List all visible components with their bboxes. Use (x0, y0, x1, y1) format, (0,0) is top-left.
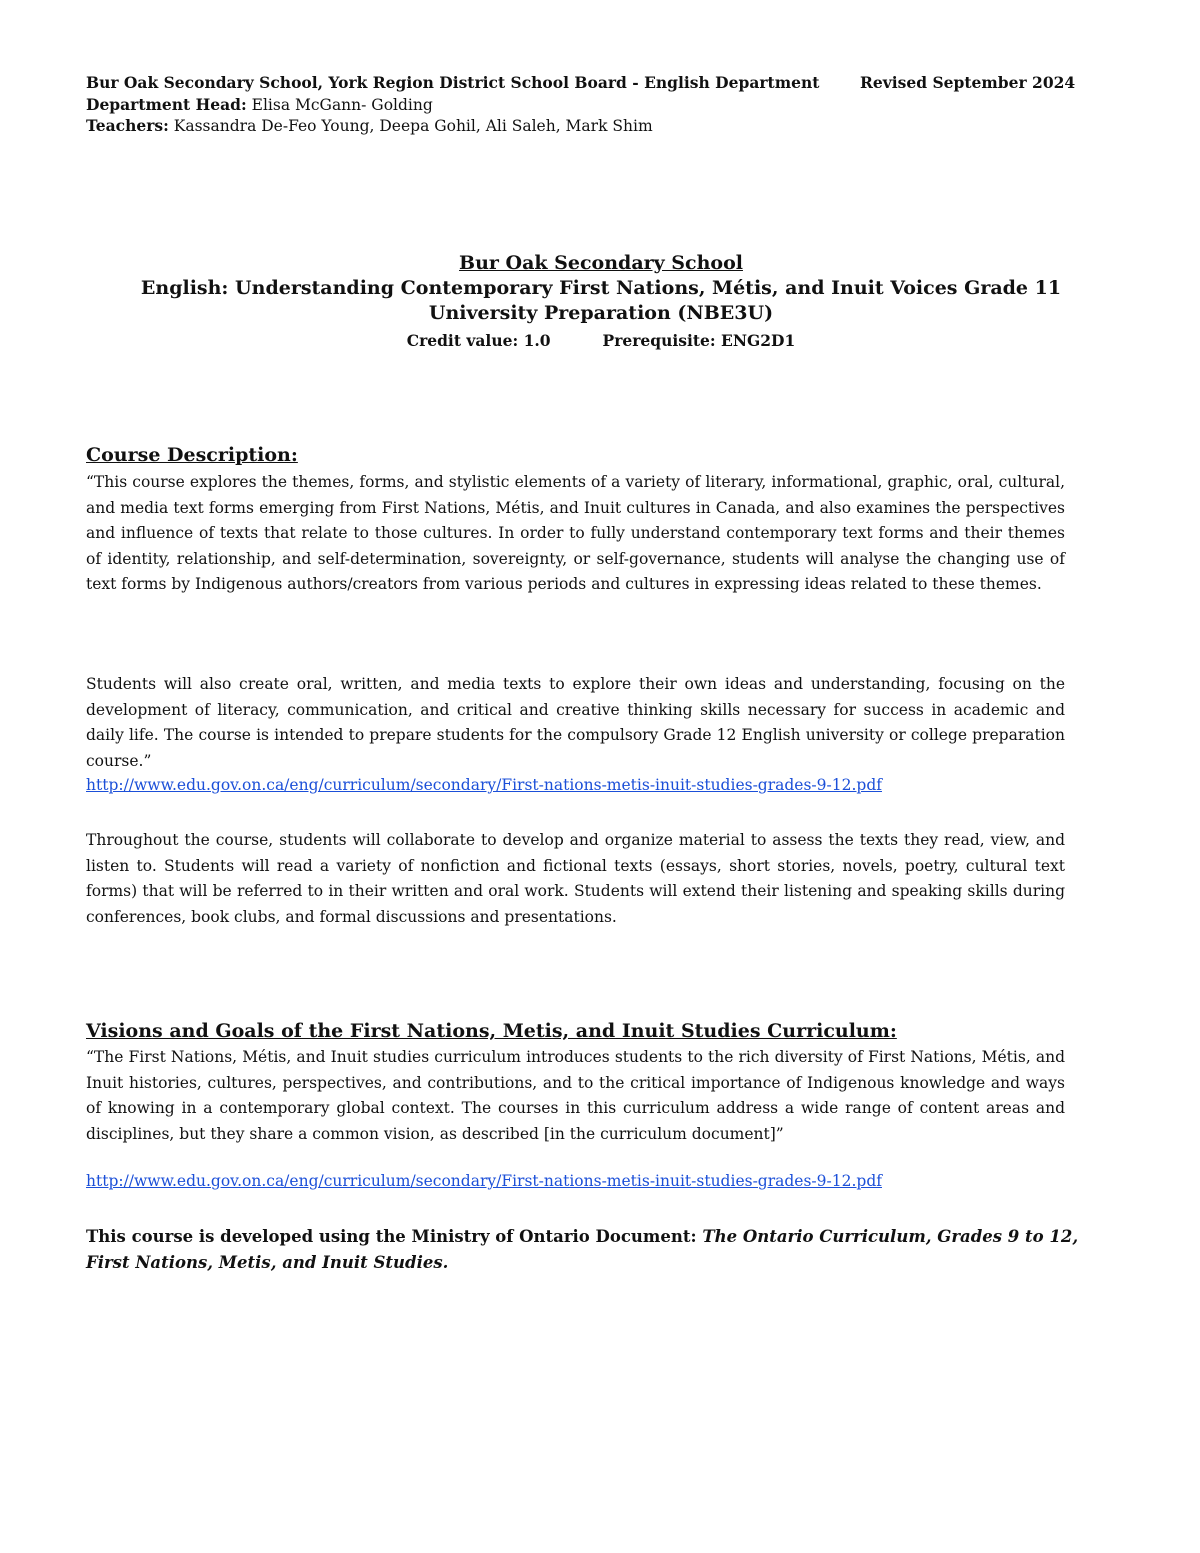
department-head-label: Department Head: (86, 95, 247, 114)
department-head-name: Elisa McGann- Golding (251, 96, 433, 114)
course-title: English: Understanding Contemporary First Nations, Métis, and Inuit Voices Grade 11 University Preparation (NBE3U) (140, 277, 1062, 324)
teachers-label: Teachers: (86, 116, 169, 135)
visions-heading: Visions and Goals of the First Nations, Metis, and Inuit Studies Curriculum: (86, 1020, 897, 1042)
header-line (86, 72, 1076, 93)
visions-paragraph: “The First Nations, Métis, and Inuit studies curriculum introduces students to the rich diversity of First Nations, Métis, and Inuit histories, cultures, perspectives, and contributions, and to the critical importance of Indigenous knowledge and ways of knowing in a contemporary global context. The courses in this curriculum address a wide range of content areas and disciplines, but they share a common vision, as described [in the curriculum document]” (86, 1048, 1065, 1143)
teachers-names: Kassandra De-Feo Young, Deepa Gohil, Ali Saleh, Mark Shim (173, 117, 653, 135)
credit-value: Credit value: 1.0 (406, 331, 551, 350)
curriculum-link[interactable]: http://www.edu.gov.on.ca/eng/curriculum/secondary/First-nations-metis-inuit-studies-grades-9-12.pdf (86, 776, 882, 794)
course-description-paragraph-1: “This course explores the themes, forms, and stylistic elements of a variety of literary, informational, graphic, oral, cultural, and media text forms emerging from First Nations, Métis, and Inuit cultures in Canada, and also examines the perspectives and influence of texts that relate to those cultures. In order to fully understand contemporary text forms and their themes of identity, relationship, and self-determination, sovereignty, or self-governance, students will analyse the changing use of text forms by Indigenous authors/creators from various periods and cultures in expressing ideas related to these themes. (86, 473, 1065, 593)
credit-line (86, 330, 1116, 352)
revised-date: Revised September 2024 (860, 73, 1076, 92)
department-head-line (86, 94, 1076, 116)
prerequisite: Prerequisite: ENG2D1 (602, 331, 796, 350)
title-block (86, 250, 1116, 352)
course-description-paragraph-3: Throughout the course, students will collaborate to develop and organize material to assess the texts they read, view, and listen to. Students will read a variety of nonfiction and fictional texts (essays, short stories, novels, poetry, cultural text forms) that will be referred to in their written and oral work. Students will extend their listening and speaking skills during conferences, book clubs, and formal discussions and presentations. (86, 831, 1065, 926)
teachers-line (86, 115, 1076, 137)
ministry-note-text: This course is developed using the Ministry of Ontario Document: (86, 1227, 697, 1246)
school-board: Bur Oak Secondary School, York Region District School Board - English Department (86, 73, 820, 92)
course-description-paragraph-2: Students will also create oral, written, and media texts to explore their own ideas and understanding, focusing on the development of literacy, communication, and critical and creative thinking skills necessary for success in academic and daily life. The course is intended to prepare students for the compulsory Grade 12 English university or college preparation course.” (86, 675, 1065, 770)
ministry-note (86, 1224, 1086, 1276)
school-title: Bur Oak Secondary School (459, 252, 743, 274)
course-description-heading: Course Description: (86, 444, 298, 466)
ministry-document-title: The Ontario Curriculum, Grades 9 to 12, First Nations, Metis, and Inuit Studies. (86, 1227, 1079, 1272)
visions-curriculum-link[interactable]: http://www.edu.gov.on.ca/eng/curriculum/secondary/First-nations-metis-inuit-studies-grades-9-12.pdf (86, 1172, 882, 1190)
